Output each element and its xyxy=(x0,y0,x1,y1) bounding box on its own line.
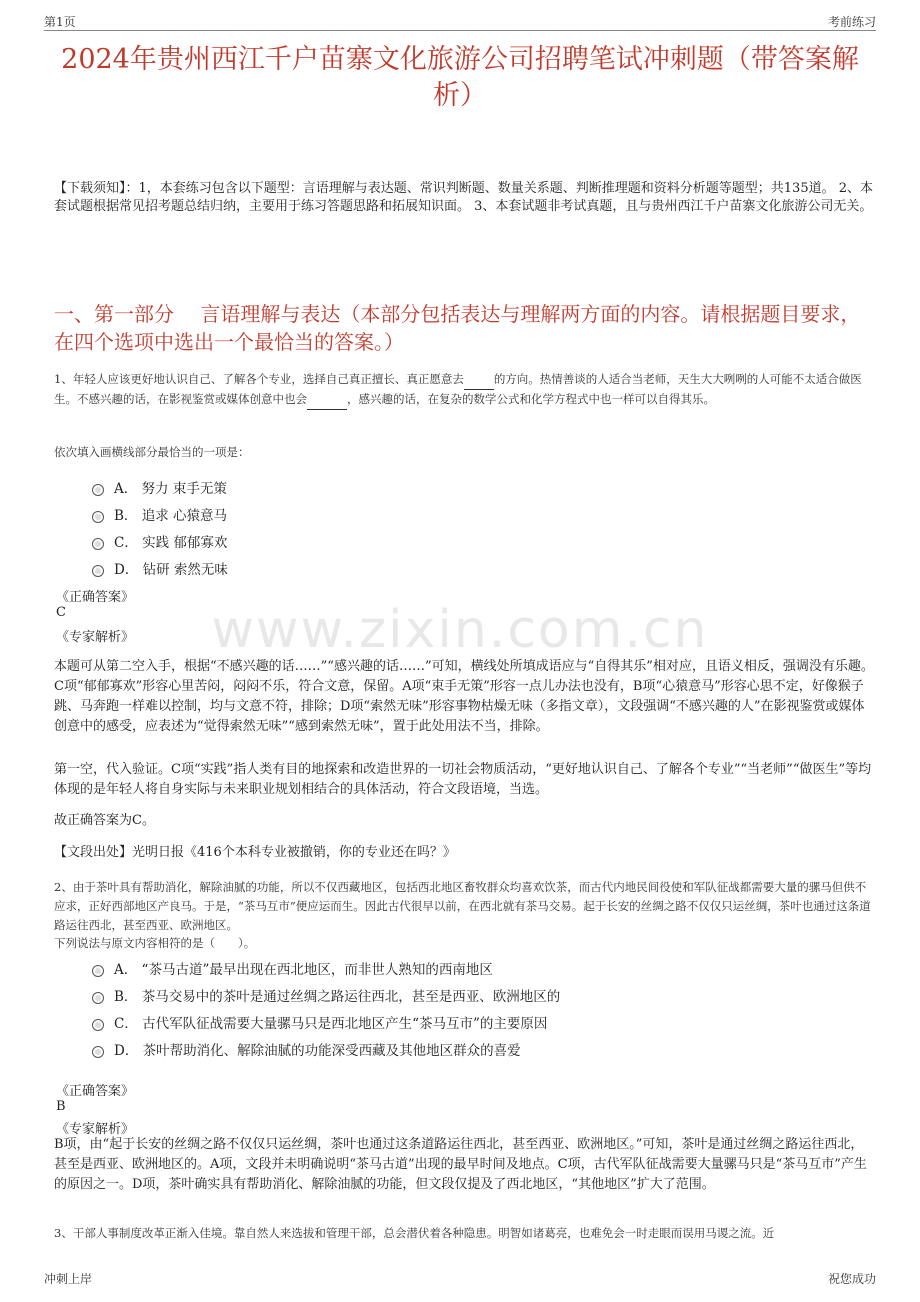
q1-option-c[interactable]: C． 实践 郁郁寡欢 xyxy=(92,531,227,551)
q1-analysis-2: 第一空，代入验证。C项“实践”指人类有目的地探索和改造世界的一切社会物质活动，“更好地认识自己、了解各个专业”“当老师”“做医生”等均体现的是年轻人将自身实际与未来职业规划相结合的具体活动，符合文段语境，当选。 xyxy=(54,762,872,797)
header-label: 考前练习 xyxy=(827,15,876,29)
q2-option-a[interactable]: A． “茶马古道”最早出现在西北地区，而非世人熟知的西南地区 xyxy=(92,958,493,978)
q1-option-d[interactable]: D． 钻研 索然无味 xyxy=(92,558,228,578)
q2-analysis-label: 《专家解析》 xyxy=(56,1122,135,1137)
q2-answer: B xyxy=(56,1099,66,1114)
q2-option-c[interactable]: C． 古代军队征战需要大量骡马只是西北地区产生“茶马互市”的主要原因 xyxy=(92,1012,547,1032)
q1-option-b[interactable]: B． 追求 心猿意马 xyxy=(92,504,227,524)
radio-button[interactable] xyxy=(92,538,104,550)
q1-answer-label: 《正确答案》 xyxy=(56,590,135,605)
q1-answer: C xyxy=(56,605,66,620)
q2-analysis: B项，由“起于长安的丝绸之路不仅仅只运丝绸，茶叶也通过这条道路运往西北，甚至西亚、欧洲地区。”可知，茶叶是通过丝绸之路运往西北，甚至是西亚、欧洲地区的。A项，文段并未明确说明“茶马古道”出现的最早时间及地点。C项，古代军队征战需要大量骡马只是“茶马互市”产生的原因之一。D项，茶叶确实具有帮助消化、解除油腻的功能，但文段仅提及了西北地区，“其他地区”扩大了范围。 xyxy=(54,1137,867,1192)
question-2-prompt: 下列说法与原文内容相符的是（ ）。 xyxy=(54,936,256,950)
footer-right: 祝您成功 xyxy=(827,1272,876,1286)
watermark: www.zixin.com.cn xyxy=(211,600,709,660)
q1-conclusion: 故正确答案为C。 xyxy=(54,813,155,828)
radio-button[interactable] xyxy=(92,511,104,523)
page-number: 第1页 xyxy=(44,15,76,29)
q1-source: 【文段出处】光明日报《416个本科专业被撤销，你的专业还在吗？》 xyxy=(54,845,456,860)
q2-option-d[interactable]: D． 茶叶帮助消化、解除油腻的功能深受西藏及其他地区群众的喜爱 xyxy=(92,1039,521,1059)
radio-button[interactable] xyxy=(92,965,104,977)
radio-button[interactable] xyxy=(92,484,104,496)
footer-left: 冲刺上岸 xyxy=(44,1272,93,1286)
radio-button[interactable] xyxy=(92,565,104,577)
q1-analysis-label: 《专家解析》 xyxy=(56,630,135,645)
question-1-prompt: 依次填入画横线部分最恰当的一项是： xyxy=(54,445,250,459)
q1-option-a[interactable]: A． 努力 束手无策 xyxy=(92,477,227,497)
q2-option-b[interactable]: B． 茶马交易中的茶叶是通过丝绸之路运往西北，甚至是西亚、欧洲地区的 xyxy=(92,985,560,1005)
document-title: 2024年贵州西江千户苗寨文化旅游公司招聘笔试冲刺题（带答案解析） xyxy=(61,44,859,111)
radio-button[interactable] xyxy=(92,1019,104,1031)
question-2-stem: 2、由于茶叶具有帮助消化，解除油腻的功能，所以不仅西藏地区，包括西北地区畜牧群众均喜欢饮茶，而古代内地民间役使和军队征战都需要大量的骡马但供不应求，正好西部地区产良马。于是，“茶马互市”便应运而生。因此古代很早以前，在西北就有茶马交易。起于长安的丝绸之路不仅仅只运丝绸，茶叶也通过这条道路运往西北，甚至西亚、欧洲地区。 xyxy=(54,880,871,932)
page-header xyxy=(44,8,876,31)
q1-analysis-1: 本题可从第二空入手，根据“不感兴趣的话……”“感兴趣的话……”可知，横线处所填成语应与“自得其乐”相对应，且语义相反，强调没有乐趣。C项“郁郁寡欢”形容心里苦闷，闷闷不乐，符合文意，保留。A项“束手无策”形容一点儿办法也没有，B项“心猿意马”形容心思不定，好像猴子跳、马奔跑一样难以控制，均与文意不符，排除；D项“索然无味”形容事物枯燥无味（多指文章），文段强调“不感兴趣的人”在影视鉴赏或媒体创意中的感受，应表述为“觉得索然无味”“感到索然无味”，置于此处用法不当，排除。 xyxy=(54,659,874,734)
section-heading: 一、第一部分 言语理解与表达（本部分包括表达与理解两方面的内容。请根据题目要求，在四个选项中选出一个最恰当的答案。） xyxy=(54,302,861,354)
q2-answer-label: 《正确答案》 xyxy=(56,1084,135,1099)
radio-button[interactable] xyxy=(92,1046,104,1058)
question-3-stem: 3、干部人事制度改革正渐入佳境。靠自然人来选拔和管理干部，总会潜伏着各种隐患。明智如诸葛亮，也难免会一时走眼而误用马谡之流。近 xyxy=(54,1226,775,1240)
radio-button[interactable] xyxy=(92,992,104,1004)
question-1-stem: 1、年轻人应该更好地认识自己、了解各个专业，选择自己真正擅长、真正愿意去 的方向。热情善谈的人适合当老师，天生大大咧咧的人可能不太适合做医生。不感兴趣的话，在影视鉴赏或媒体创意中也会 ，感兴趣的话，在复杂的数学公式和化学方程式中也一样可以自得其乐。 xyxy=(54,370,874,410)
download-notice: 【下载须知】：1，本套练习包含以下题型：言语理解与表达题、常识判断题、数量关系题、判断推理题和资料分析题等题型；共135道。 2、本套试题根据常见招考题总结归纳，主要用于练习答题思路和拓展知识面。 3、本套试题非考试真题，且与贵州西江千户苗寨文化旅游公司无关。 xyxy=(54,181,873,214)
